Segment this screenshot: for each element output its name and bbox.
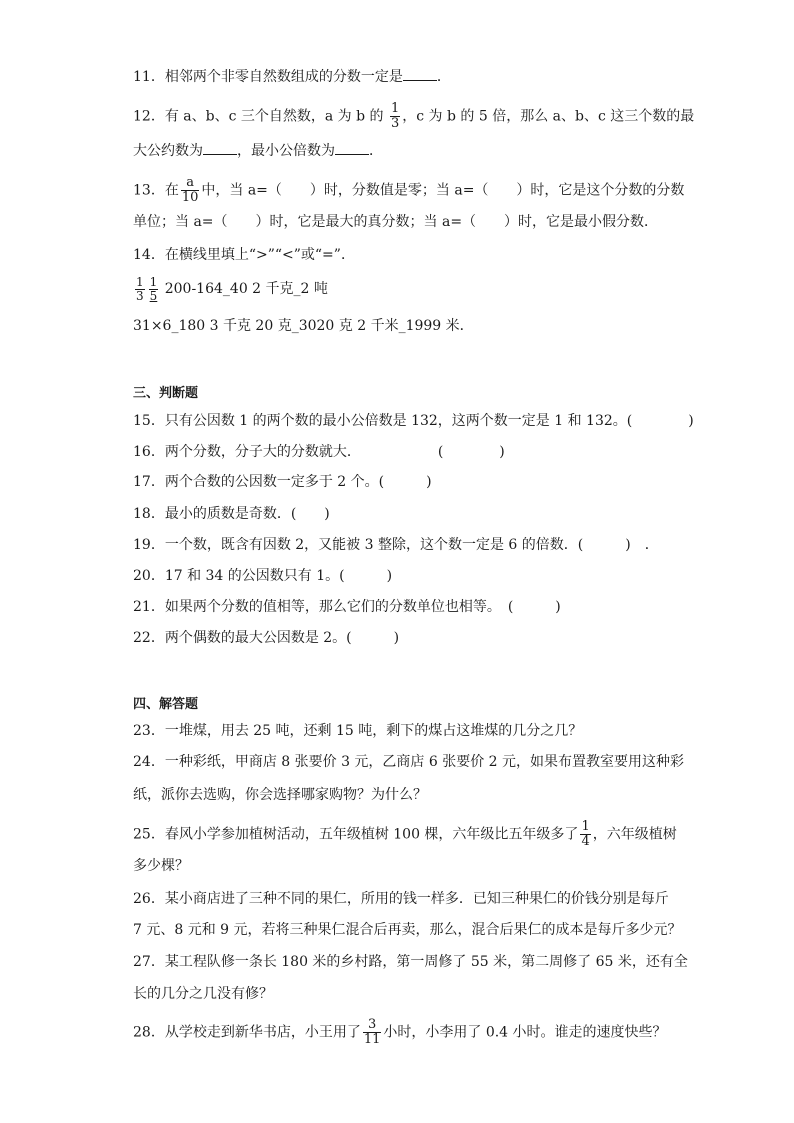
- question-14-row-1: $\frac{1}{3}$ $\frac{1}{5}$ 200-164_40 2 千克_2 吨: [136, 274, 328, 303]
- fraction: $\frac{a}{10}$: [181, 175, 199, 205]
- question-11: 11．相邻两个非零自然数组成的分数一定是 ．: [133, 66, 451, 87]
- question-19: 19．一个数，既含有因数 2，又能被 3 整除，这个数一定是 6 的倍数．( ) ．: [133, 537, 659, 553]
- fraction: $\frac{1}{3}$: [136, 274, 144, 303]
- question-27-line-2: 长的几分之几没有修？: [133, 986, 273, 1002]
- question-18: 18．最小的质数是奇数．( ): [133, 506, 330, 522]
- question-26-line-2: 7 元、8 元和 9 元，若将三种果仁混合后再卖，那么，混合后果仁的成本是每斤多少元？: [133, 922, 682, 938]
- question-15: 15．只有公因数 1 的两个数的最小公倍数是 132，这两个数一定是 1 和 132。( ): [133, 413, 694, 429]
- section-heading-solve: 四、解答题: [133, 697, 199, 712]
- question-25: 25．春风小学参加植树活动，五年级植树 100 棵，六年级比五年级多了 $\frac{1}{4}$ ，六年级植树: [133, 819, 677, 849]
- question-13: 13．在 $\frac{a}{10}$ 中，当 a=（ ）时，分数值是零；当 a=（ ）时，它是这个分数的分数: [133, 175, 685, 205]
- question-28: 28．从学校走到新华书店，小王用了 $\frac{3}{11}$ 小时，小李用了 0.4 小时。谁走的速度快些？: [133, 1017, 667, 1047]
- question-21: 21．如果两个分数的值相等，那么它们的分数单位也相等。 ( ): [133, 599, 561, 615]
- question-24-line-2: 纸，派你去选购，你会选择哪家购物？为什么？: [133, 787, 427, 803]
- question-20: 20．17 和 34 的公因数只有 1。( ): [133, 568, 393, 584]
- question-24: 24．一种彩纸，甲商店 8 张要价 3 元，乙商店 6 张要价 2 元，如果布置教室要用这种彩: [133, 754, 685, 770]
- question-17: 17．两个合数的公因数一定多于 2 个。( ): [133, 474, 432, 490]
- question-22: 22．两个偶数的最大公因数是 2。( ): [133, 630, 400, 646]
- answer-blank[interactable]: [203, 140, 237, 155]
- fraction: $\frac{3}{11}$: [363, 1017, 381, 1047]
- question-16: 16．两个分数，分子大的分数就大． ( ): [133, 444, 505, 460]
- question-14-row-2: 31×6_180 3 千克 20 克_3020 克 2 千米_1999 米．: [133, 318, 474, 334]
- question-14-title: 14．在横线里填上“>”“<”或“=”．: [133, 247, 355, 263]
- question-27: 27．某工程队修一条长 180 米的乡村路，第一周修了 55 米，第二周修了 65 米，还有全: [133, 954, 688, 970]
- question-25-line-2: 多少棵？: [133, 858, 189, 874]
- question-11-text: 11．相邻两个非零自然数组成的分数一定是: [133, 69, 403, 85]
- question-13-line-2: 单位；当 a=（ ）时，它是最大的真分数；当 a=（ ）时，它是最小假分数．: [133, 214, 659, 230]
- fraction: $\frac{1}{3}$: [390, 101, 400, 131]
- fraction: $\frac{1}{5}$: [149, 274, 158, 303]
- question-23: 23．一堆煤，用去 25 吨，还剩 15 吨，剩下的煤占这堆煤的几分之几？: [133, 723, 583, 739]
- answer-blank[interactable]: [403, 66, 437, 81]
- answer-blank[interactable]: [335, 140, 369, 155]
- fraction: $\frac{1}{4}$: [581, 819, 590, 849]
- section-heading-judgment: 三、判断题: [133, 386, 199, 401]
- question-12: 12．有 a、b、c 三个自然数，a 为 b 的 $\frac{1}{3}$ ，c 为 b 的 5 倍，那么 a、b、c 这三个数的最: [133, 101, 695, 131]
- question-26: 26．某小商店进了三种不同的果仁，所用的钱一样多．已知三种果仁的价钱分别是每斤: [133, 891, 669, 907]
- question-12-line-2: 大公约数为 ，最小公倍数为 ．: [133, 140, 383, 161]
